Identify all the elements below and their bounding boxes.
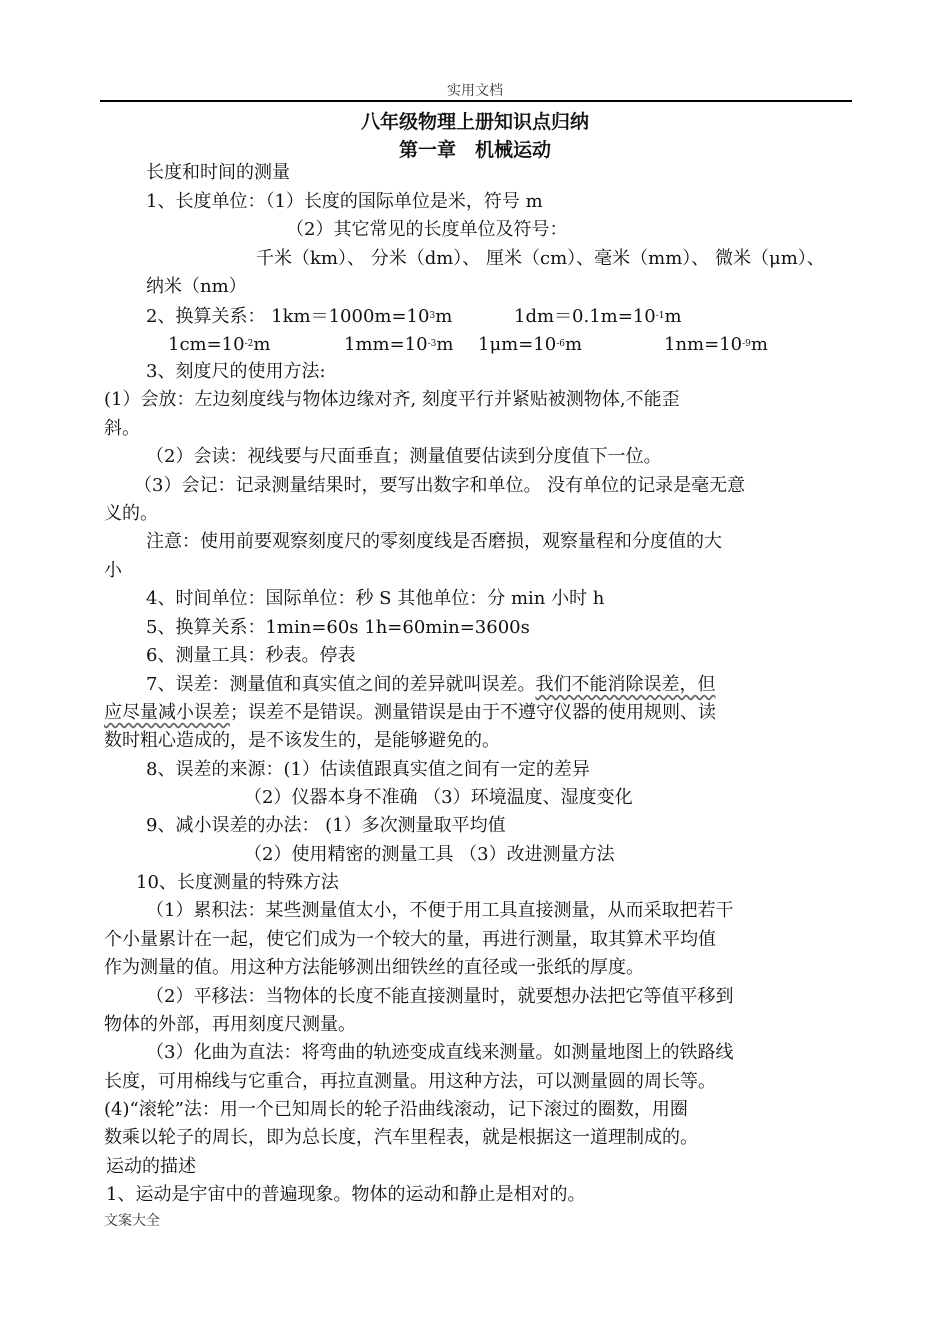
exponent: 3 xyxy=(429,311,436,321)
formula-cm: 1cm=10 xyxy=(168,334,245,355)
text-line: （2）其它常见的长度单位及符号： xyxy=(286,219,568,240)
unit: m xyxy=(565,334,583,355)
exponent: -3 xyxy=(427,339,437,349)
text-line: 1、运动是宇宙中的普遍现象。物体的运动和静止是相对的。 xyxy=(106,1184,586,1205)
text-line: （3）会记：记录测量结果时，要写出数字和单位。 没有单位的记录是毫无意 xyxy=(134,475,746,496)
emphasized-text: 应尽量减小误差 xyxy=(104,702,230,723)
text-line: 斜。 xyxy=(104,418,140,439)
text-line: 注意：使用前要观察刻度尺的零刻度线是否磨损，观察量程和分度值的大 xyxy=(146,531,722,552)
formula-nm: 1nm=10 xyxy=(664,334,743,355)
text-line: 5、换算关系：1min=60s 1h=60min=3600s xyxy=(146,617,530,638)
text-line: （3）化曲为直法：将弯曲的轨迹变成直线来测量。如测量地图上的铁路线 xyxy=(146,1042,734,1063)
exponent: -9 xyxy=(742,339,751,349)
error-definition: 7、误差：测量值和真实值之间的差异就叫误差。 xyxy=(146,674,536,695)
unit: m xyxy=(750,334,768,355)
page-footer-label: 文案大全 xyxy=(104,1213,160,1229)
formula-line xyxy=(344,333,453,356)
formula-line xyxy=(168,333,270,356)
formula-line xyxy=(478,333,582,356)
unit: m xyxy=(435,306,453,327)
exponent: -2 xyxy=(244,339,254,349)
header-divider xyxy=(100,100,852,102)
formula-mm: 1mm=10 xyxy=(344,334,428,355)
text-line: 10、长度测量的特殊方法 xyxy=(136,872,339,893)
text-line: （1）累积法：某些测量值太小，不便于用工具直接测量，从而采取把若干 xyxy=(146,900,734,921)
text-line: 9、减小误差的办法： (1）多次测量取平均值 xyxy=(146,815,506,836)
text-line: 小 xyxy=(104,560,122,581)
text-line: 个小量累计在一起，使它们成为一个较大的量，再进行测量，取其算术平均值 xyxy=(104,929,716,950)
text-line: 物体的外部，再用刻度尺测量。 xyxy=(104,1014,356,1035)
text-line: 义的。 xyxy=(104,503,158,524)
section-heading-length-time: 长度和时间的测量 xyxy=(146,162,290,183)
formula-line xyxy=(514,305,682,328)
text-line: 长度，可用棉线与它重合，再拉直测量。用这种方法，可以测量圆的周长等。 xyxy=(104,1071,716,1092)
unit: m xyxy=(253,334,271,355)
formula-dm: 1dm＝0.1m=10 xyxy=(514,306,656,327)
text-line: 千米（km）、 分米（dm）、 厘米（cm）、毫米（mm）、 微米（μm）、 xyxy=(256,248,825,269)
exponent: -1 xyxy=(655,311,665,321)
text-line: (1）会放：左边刻度线与物体边缘对齐, 刻度平行并紧贴被测物体,不能歪 xyxy=(104,389,680,410)
text-line: （2）仪器本身不准确 （3）环境温度、湿度变化 xyxy=(244,787,633,808)
text-line: 4、时间单位：国际单位：秒 S 其他单位：分 min 小时 h xyxy=(146,588,605,609)
formula-km: 2、换算关系： 1km＝1000m=10 xyxy=(146,306,430,327)
text-line: 6、测量工具：秒表。停表 xyxy=(146,645,356,666)
formula-line xyxy=(146,305,452,328)
text-line xyxy=(104,702,716,724)
text-line: 数乘以轮子的周长，即为总长度，汽车里程表，就是根据这一道理制成的。 xyxy=(104,1127,698,1148)
text-line: （2）平移法：当物体的长度不能直接测量时，就要想办法把它等值平移到 xyxy=(146,986,734,1007)
formula-um: 1μm=10 xyxy=(478,334,557,355)
chapter-heading: 第一章 机械运动 xyxy=(398,139,551,161)
error-vs-mistake: ；误差不是错误。测量错误是由于不遵守仪器的使用规则、读 xyxy=(230,702,716,723)
section-heading-motion: 运动的描述 xyxy=(106,1156,196,1177)
text-line: 作为测量的值。用这种方法能够测出细铁丝的直径或一张纸的厚度。 xyxy=(104,957,644,978)
text-line: 3、刻度尺的使用方法: xyxy=(146,361,326,382)
emphasized-text: 我们不能消除误差，但 xyxy=(535,674,716,695)
unit: m xyxy=(664,306,682,327)
unit: m xyxy=(436,334,454,355)
text-line: 纳米（nm） xyxy=(146,276,247,297)
formula-line xyxy=(664,333,768,356)
text-line: 数时粗心造成的，是不该发生的，是能够避免的。 xyxy=(104,730,500,751)
text-line: 1、长度单位：（1）长度的国际单位是米，符号 m xyxy=(146,191,543,212)
text-line: （2）会读：视线要与尺面垂直；测量值要估读到分度值下一位。 xyxy=(146,446,662,467)
exponent: -6 xyxy=(556,339,565,349)
text-line: (4)“滚轮”法：用一个已知周长的轮子沿曲线滚动，记下滚过的圈数，用圈 xyxy=(104,1099,688,1120)
text-line: 8、误差的来源：(1）估读值跟真实值之间有一定的差异 xyxy=(146,759,590,780)
page-header-label: 实用文档 xyxy=(447,83,503,99)
text-line: （2）使用精密的测量工具 （3）改进测量方法 xyxy=(244,844,615,865)
document-title: 八年级物理上册知识点归纳 xyxy=(360,111,589,133)
text-line xyxy=(146,674,715,696)
